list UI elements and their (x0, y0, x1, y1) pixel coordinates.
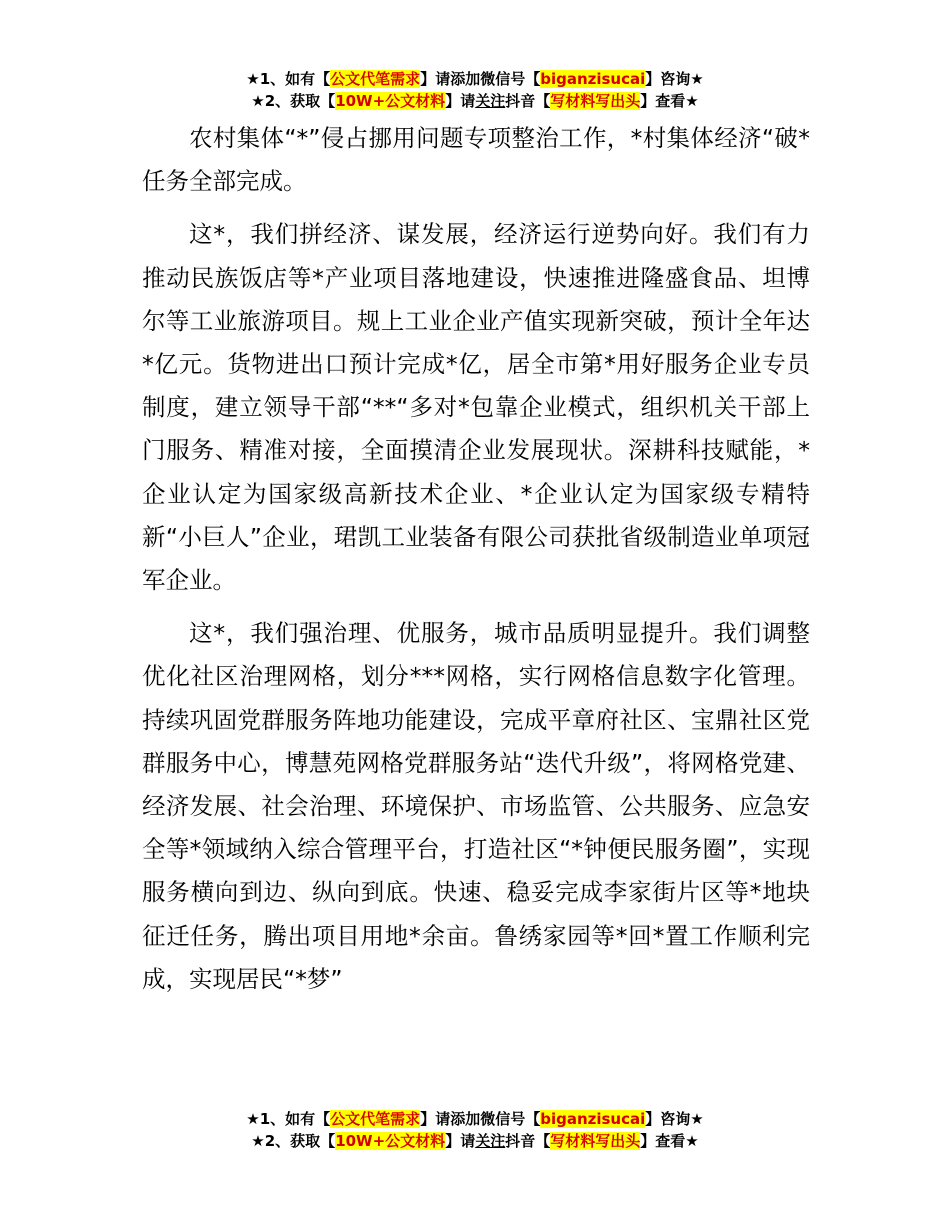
promo-highlight-wechat-id: biganzisucai (540, 70, 646, 88)
promo-footer-underlined-follow: 关注 (475, 1132, 506, 1150)
promo-footer-highlight-douyin: 写材料写出头 (550, 1132, 641, 1150)
promo-footer-line-2: ★2、获取【10W+公文材料】请关注抖音【写材料写出头】查看★ (251, 1132, 699, 1150)
promo-footer-highlight-service: 公文代笔需求 (330, 1110, 421, 1128)
promo-footer (0, 1108, 950, 1152)
promo-highlight-douyin: 写材料写出头 (550, 92, 641, 110)
paragraph-3: 这*，我们强治理、优服务，城市品质明显提升。我们调整优化社区治理网格，划分***网格，实行网格信息数字化管理。持续巩固党群服务阵地功能建设，完成平章府社区、宝鼎社区党群服务中心，博慧苑网格党群服务站“迭代升级”，将网格党建、经济发展、社会治理、环境保护、市场监管、公共服务、应急安全等*领域纳入综合管理平台，打造社区“*钟便民服务圈”，实现服务横向到边、纵向到底。快速、稳妥完成李家街片区等*地块征迁任务，腾出项目用地*余亩。鲁绣家园等*回*置工作顺利完成，实现居民“*梦” (142, 619, 810, 993)
promo-footer-highlight-materials: 10W+公文材料 (335, 1132, 446, 1150)
document-body (142, 117, 810, 1011)
promo-line-1: ★1、如有【公文代笔需求】请添加微信号【biganzisucai】咨询★ (246, 70, 704, 88)
promo-footer-line-1: ★1、如有【公文代笔需求】请添加微信号【biganzisucai】咨询★ (246, 1110, 704, 1128)
promo-highlight-materials: 10W+公文材料 (335, 92, 446, 110)
promo-line-2: ★2、获取【10W+公文材料】请关注抖音【写材料写出头】查看★ (251, 92, 699, 110)
promo-header (0, 68, 950, 112)
paragraph-1: 农村集体“*”侵占挪用问题专项整治工作，*村集体经济“破*任务全部完成。 (142, 124, 810, 196)
promo-footer-highlight-wechat-id: biganzisucai (540, 1110, 646, 1128)
promo-highlight-service: 公文代笔需求 (330, 70, 421, 88)
paragraph-2: 这*，我们拼经济、谋发展，经济运行逆势向好。我们有力推动民族饭店等*产业项目落地建设，快速推进隆盛食品、坦博尔等工业旅游项目。规上工业企业产值实现新突破，预计全年达*亿元。货物进出口预计完成*亿，居全市第*用好服务企业专员制度，建立领导干部“**“多对*包靠企业模式，组织机关干部上门服务、精准对接，全面摸清企业发展现状。深耕科技赋能，*企业认定为国家级高新技术企业、*企业认定为国家级专精特新“小巨人”企业，珺凯工业装备有限公司获批省级制造业单项冠军企业。 (142, 220, 810, 595)
promo-underlined-follow: 关注 (475, 92, 506, 110)
